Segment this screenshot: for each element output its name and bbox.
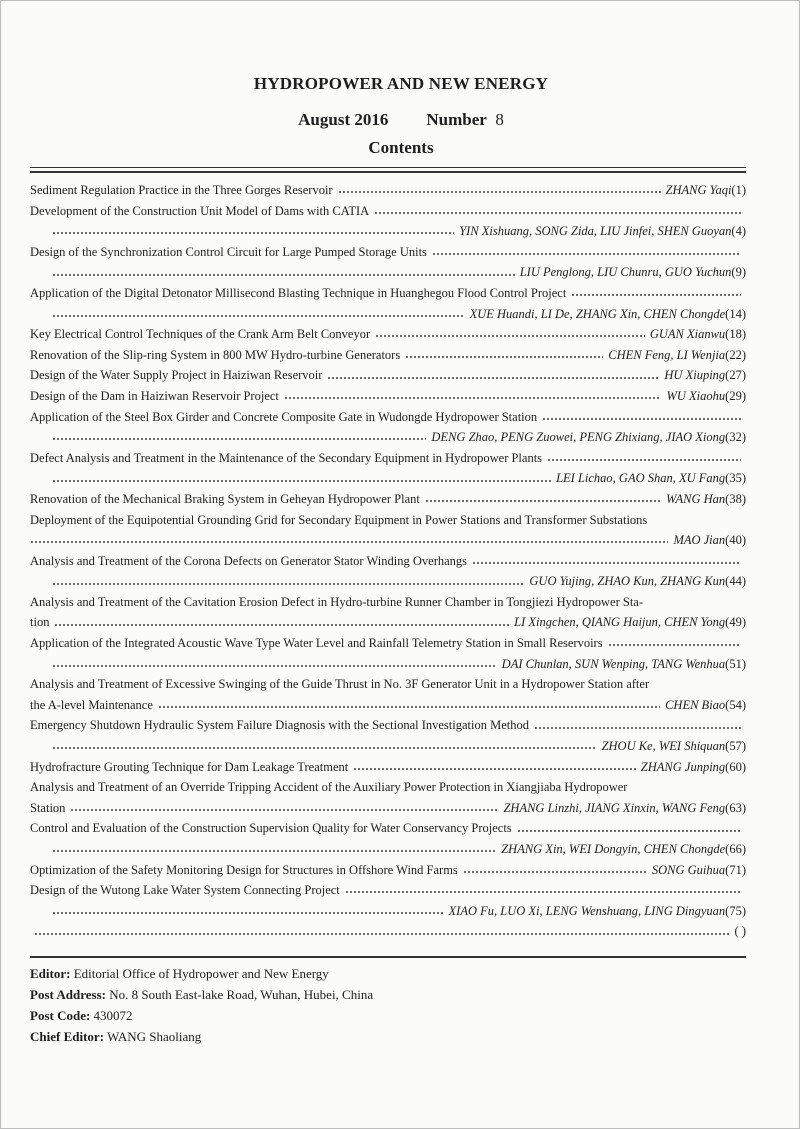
leader-dots: [52, 849, 496, 853]
issue-info: [1, 110, 800, 130]
toc-entry: [30, 551, 746, 572]
toc-title: Deployment of the Equipotential Grounding Grid for Secondary Equipment in Power Stations and Transformer Substations: [30, 512, 648, 527]
top-rule-thin: [30, 167, 746, 168]
toc-entry: [30, 880, 746, 901]
leader-dots: [52, 911, 444, 915]
toc-authors: LIU Penglong, LIU Chunru, GUO Yuchun: [519, 265, 732, 280]
issue-number-value: 8: [495, 110, 504, 129]
toc-page: (22): [725, 347, 746, 362]
toc-title: Sediment Regulation Practice in the Three Gorges Reservoir: [30, 183, 333, 197]
toc-title-continued: tion: [30, 615, 50, 630]
toc-entry: [30, 818, 746, 839]
toc-page: (18): [725, 327, 746, 342]
toc-page: (49): [725, 615, 746, 630]
toc-authors: LEI Lichao, GAO Shan, XU Fang: [556, 471, 726, 486]
toc-page: (44): [725, 574, 746, 589]
toc-entry-continued: [30, 736, 746, 757]
toc-entry-blank: [30, 921, 746, 942]
leader-dots: [30, 540, 668, 544]
toc-page: (32): [725, 430, 746, 445]
toc-title: Renovation of the Slip-ring System in 800 MW Hydro-turbine Generators: [30, 347, 401, 362]
toc-page: ( ): [734, 924, 746, 939]
toc-entry-continued: [30, 654, 746, 675]
toc-entry: [30, 448, 746, 469]
toc-entry-continued: [30, 901, 746, 922]
chief-editor-line: [30, 1026, 373, 1047]
toc-authors: GUAN Xianwu: [649, 327, 726, 342]
toc-authors: ZHANG Linzhi, JIANG Xinxin, WANG Feng: [503, 800, 726, 815]
leader-dots: [284, 396, 662, 400]
table-of-contents: [30, 180, 746, 942]
toc-entry-continued: [30, 798, 746, 819]
toc-entry: [30, 180, 746, 201]
leader-dots: [52, 746, 597, 750]
chief-editor-value: WANG Shaoliang: [107, 1029, 202, 1044]
leader-dots: [374, 211, 741, 215]
toc-entry: [30, 510, 746, 531]
toc-entry-continued: [30, 468, 746, 489]
leader-dots: [463, 870, 647, 874]
post-code-value: 430072: [93, 1008, 133, 1023]
toc-title: Analysis and Treatment of Excessive Swinging of the Guide Thrust in No. 3F Generator Unit in a Hydropower Station after: [30, 677, 650, 692]
toc-entry-continued: [30, 530, 746, 551]
toc-authors: XUE Huandi, LI De, ZHANG Xin, CHEN Chongde: [469, 306, 726, 321]
top-rule-thick: [30, 171, 746, 173]
toc-entry-continued: [30, 221, 746, 242]
editor-label: Editor:: [30, 966, 71, 981]
toc-title: Analysis and Treatment of the Corona Defects on Generator Stator Winding Overhangs: [30, 553, 468, 568]
address-value: No. 8 South East-lake Road, Wuhan, Hubei, China: [109, 987, 374, 1002]
toc-page: (14): [725, 306, 746, 321]
editor-line: [30, 963, 373, 984]
toc-entry: [30, 283, 746, 304]
toc-page: (60): [725, 759, 746, 774]
leader-dots: [52, 582, 524, 586]
issue-number-label: Number: [426, 110, 487, 129]
leader-dots: [375, 334, 645, 338]
leader-dots: [54, 623, 509, 627]
toc-title: Application of the Digital Detonator Millisecond Blasting Technique in Huanghegou Flood Control Project: [30, 285, 567, 300]
toc-entry: [30, 365, 746, 386]
leader-dots: [571, 293, 741, 297]
toc-entry-continued: [30, 571, 746, 592]
toc-page: (75): [725, 903, 746, 918]
leader-dots: [542, 417, 741, 421]
toc-title: Defect Analysis and Treatment in the Maintenance of the Secondary Equipment in Hydropower Plants: [30, 450, 543, 465]
toc-title: Development of the Construction Unit Model of Dams with CATIA: [30, 203, 370, 218]
toc-entry: [30, 407, 746, 428]
toc-title-continued: the A-level Maintenance: [30, 697, 153, 712]
leader-dots: [338, 190, 661, 194]
toc-authors: HU Xiuping: [664, 368, 726, 383]
leader-dots: [472, 561, 741, 565]
toc-title: Hydrofracture Grouting Technique for Dam Leakage Treatment: [30, 759, 349, 774]
editor-value: Editorial Office of Hydropower and New Energy: [73, 966, 329, 981]
toc-page: (29): [725, 388, 746, 403]
toc-title-continued: Station: [30, 800, 66, 815]
toc-authors: SONG Guihua: [651, 862, 726, 877]
toc-authors: WANG Han: [665, 491, 726, 506]
leader-dots: [517, 829, 741, 833]
leader-dots: [405, 355, 603, 359]
toc-entry-continued: [30, 695, 746, 716]
leader-dots: [52, 314, 465, 318]
leader-dots: [52, 231, 454, 235]
toc-entry: [30, 242, 746, 263]
leader-dots: [70, 808, 498, 812]
toc-entry: [30, 777, 746, 798]
toc-page: (4): [731, 224, 746, 239]
toc-entry-continued: [30, 304, 746, 325]
leader-dots: [158, 705, 660, 709]
toc-entry: [30, 633, 746, 654]
toc-authors: XIAO Fu, LUO Xi, LENG Wenshuang, LING Dingyuan: [448, 903, 726, 918]
toc-entry: [30, 489, 746, 510]
toc-authors: LI Xingchen, QIANG Haijun, CHEN Yong: [514, 615, 726, 630]
toc-page: (66): [725, 842, 746, 856]
toc-authors: MAO Jian: [673, 533, 726, 548]
toc-entry: [30, 592, 746, 613]
toc-title: Analysis and Treatment of an Override Tripping Accident of the Auxiliary Power Protection in Xiangjiaba Hydropower: [30, 780, 628, 795]
toc-authors: WU Xiaohu: [666, 388, 726, 403]
toc-title: Renovation of the Mechanical Braking System in Geheyan Hydropower Plant: [30, 491, 420, 506]
leader-dots: [425, 499, 661, 503]
toc-entry: [30, 345, 746, 366]
toc-title: Design of the Wutong Lake Water System Connecting Project: [30, 883, 340, 898]
leader-dots: [34, 932, 730, 936]
toc-page: (71): [725, 862, 746, 877]
toc-title: Design of the Synchronization Control Circuit for Large Pumped Storage Units: [30, 244, 427, 259]
toc-entry: [30, 860, 746, 881]
toc-title: Key Electrical Control Techniques of the Crank Arm Belt Conveyor: [30, 327, 371, 342]
toc-page: (54): [725, 697, 746, 712]
toc-entry: [30, 757, 746, 778]
leader-dots: [52, 437, 426, 441]
toc-entry: [30, 386, 746, 407]
toc-authors: DENG Zhao, PENG Zuowei, PENG Zhixiang, JIAO Xiong: [431, 430, 726, 445]
leader-dots: [52, 664, 497, 668]
address-label: Post Address:: [30, 987, 106, 1002]
toc-page: (51): [725, 656, 746, 671]
toc-authors: YIN Xishuang, SONG Zida, LIU Jinfei, SHEN Guoyan: [459, 224, 732, 239]
leader-dots: [52, 479, 551, 483]
contents-heading: Contents: [368, 138, 434, 157]
toc-page: (57): [725, 739, 746, 754]
toc-authors: CHEN Feng, LI Wenjia: [608, 347, 726, 362]
toc-authors: GUO Yujing, ZHAO Kun, ZHANG Kun: [529, 574, 726, 589]
toc-authors: ZHANG Yaqi: [665, 183, 732, 197]
toc-title: Application of the Steel Box Girder and Concrete Composite Gate in Wudongde Hydropower Station: [30, 409, 538, 424]
toc-page: (40): [725, 533, 746, 548]
toc-entry-continued: [30, 839, 746, 860]
toc-page: (9): [731, 265, 746, 280]
journal-title: HYDROPOWER AND NEW ENERGY: [253, 74, 549, 93]
toc-page: (27): [725, 368, 746, 383]
toc-entry: [30, 201, 746, 222]
toc-authors: ZHOU Ke, WEI Shiquan: [601, 739, 726, 754]
toc-authors: CHEN Biao: [665, 697, 726, 712]
toc-authors: ZHANG Xin, WEI Dongyin, CHEN Chongde: [501, 842, 726, 856]
toc-page: (38): [725, 491, 746, 506]
toc-authors: DAI Chunlan, SUN Wenping, TANG Wenhua: [501, 656, 726, 671]
post-code-line: [30, 1005, 373, 1026]
toc-entry-continued: [30, 427, 746, 448]
toc-entry-continued: [30, 612, 746, 633]
toc-entry: [30, 674, 746, 695]
leader-dots: [353, 767, 636, 771]
toc-entry-continued: [30, 262, 746, 283]
toc-page: (35): [725, 471, 746, 486]
toc-title: Control and Evaluation of the Construction Supervision Quality for Water Conservancy Projects: [30, 821, 512, 836]
masthead-info: [30, 963, 373, 1047]
chief-editor-label: Chief Editor:: [30, 1029, 105, 1044]
leader-dots: [345, 890, 741, 894]
toc-page: (63): [725, 800, 746, 815]
toc-title: Emergency Shutdown Hydraulic System Failure Diagnosis with the Sectional Investigation Method: [30, 718, 529, 733]
bottom-rule: [30, 956, 746, 958]
toc-title: Analysis and Treatment of the Cavitation Erosion Defect in Hydro-turbine Runner Chamber in Tongjiezi Hydropower Sta-: [30, 594, 644, 609]
toc-title: Application of the Integrated Acoustic Wave Type Water Level and Rainfall Telemetry Station in Small Reservoirs: [30, 636, 603, 651]
post-code-label: Post Code:: [30, 1008, 91, 1023]
leader-dots: [547, 458, 741, 462]
leader-dots: [534, 726, 741, 730]
leader-dots: [432, 252, 741, 256]
toc-title: Design of the Water Supply Project in Haiziwan Reservoir: [30, 368, 323, 383]
address-line: [30, 984, 373, 1005]
toc-entry: [30, 715, 746, 736]
issue-month-year: August 2016: [298, 110, 389, 129]
leader-dots: [608, 643, 741, 647]
toc-entry: [30, 324, 746, 345]
toc-authors: ZHANG Junping: [640, 759, 726, 774]
toc-page: (1): [731, 183, 746, 197]
toc-title: Design of the Dam in Haiziwan Reservoir Project: [30, 388, 279, 403]
toc-title: Optimization of the Safety Monitoring Design for Structures in Offshore Wind Farms: [30, 862, 458, 877]
leader-dots: [52, 273, 515, 277]
leader-dots: [327, 376, 659, 380]
